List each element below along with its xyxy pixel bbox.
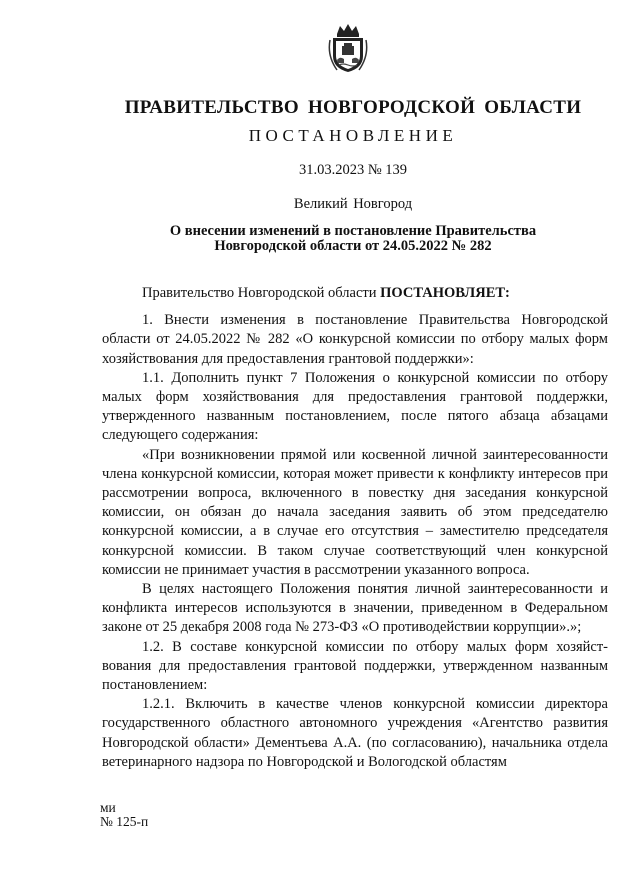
footer	[100, 801, 148, 829]
city: Великий Новгород	[293, 196, 413, 212]
paragraph-1-2-1: 1.2.1. Включить в качестве членов конкурсной комиссии директора государственного областного автономного учреждения «Агентство развития Новгородской области» Дементьева А.А. (по согласованию), начальника отдела ветеринарного надзора по Новгородской и Вологодской областям	[102, 696, 608, 770]
paragraph-quote-2: В целях настоящего Положения понятия личной заинтересованности и конфликта интересов используются в значении, приведенном в Федеральном законе от 25 декабря 2008 года № 273-ФЗ «О противодействии коррупции».»;	[102, 581, 608, 636]
document-subject	[0, 224, 640, 254]
coat-of-arms-icon	[327, 22, 369, 74]
subject-line-2: Новгородской области от 24.05.2022 № 282	[214, 238, 492, 254]
preamble-text: Правительство Новгородской области	[142, 285, 381, 301]
footer-initials: ми	[100, 800, 116, 815]
document-body	[102, 284, 608, 772]
paragraph-1-2: 1.2. В составе конкурсной комиссии по отбору малых форм хозяйст-вования для предоставления грантовой поддержки, утвержденном названным постановлением:	[102, 638, 608, 694]
organization-title: ПРАВИТЕЛЬСТВО НОВГОРОДСКОЙ ОБЛАСТИ	[124, 97, 582, 118]
date-and-number: 31.03.2023 № 139	[298, 162, 408, 178]
paragraph-quote-1: «При возникновении прямой или косвенной личной заинтересованности члена конкурсной комиссии, которая может привести к конфликту интересов при рассмотрении вопроса, включенного в повестку дня заседания конкурсной комиссии, он обязан до начала заседания заявить об этом председателю конкурсной комиссии, а в случае его отсутствия – заместителю председателя конкурсной комиссии. В таком случае соответствующий член конкурсной комиссии не принимает участия в рассмотрении указанного вопроса.	[102, 446, 608, 578]
footer-form-number: № 125-п	[100, 814, 149, 829]
document-type: ПОСТАНОВЛЕНИЕ	[248, 126, 458, 145]
subject-line-1: О внесении изменений в постановление Правительства	[169, 223, 537, 239]
preamble	[102, 284, 608, 303]
preamble-resolve: ПОСТАНОВЛЯЕТ:	[380, 285, 510, 301]
paragraph-1-1: 1.1. Дополнить пункт 7 Положения о конкурсной комиссии по отбору малых форм хозяйствования для предоставления грантовой поддержки, утвержденного названным постановлением, после пятого абзаца абзацами следующего содержания:	[102, 369, 608, 444]
paragraph-1: 1. Внести изменения в постановление Правительства Новгородской области от 24.05.2022 № 282 «О конкурсной комиссии по отбору малых форм хозяйствования для предоставления грантовой поддержки»:	[102, 312, 608, 367]
